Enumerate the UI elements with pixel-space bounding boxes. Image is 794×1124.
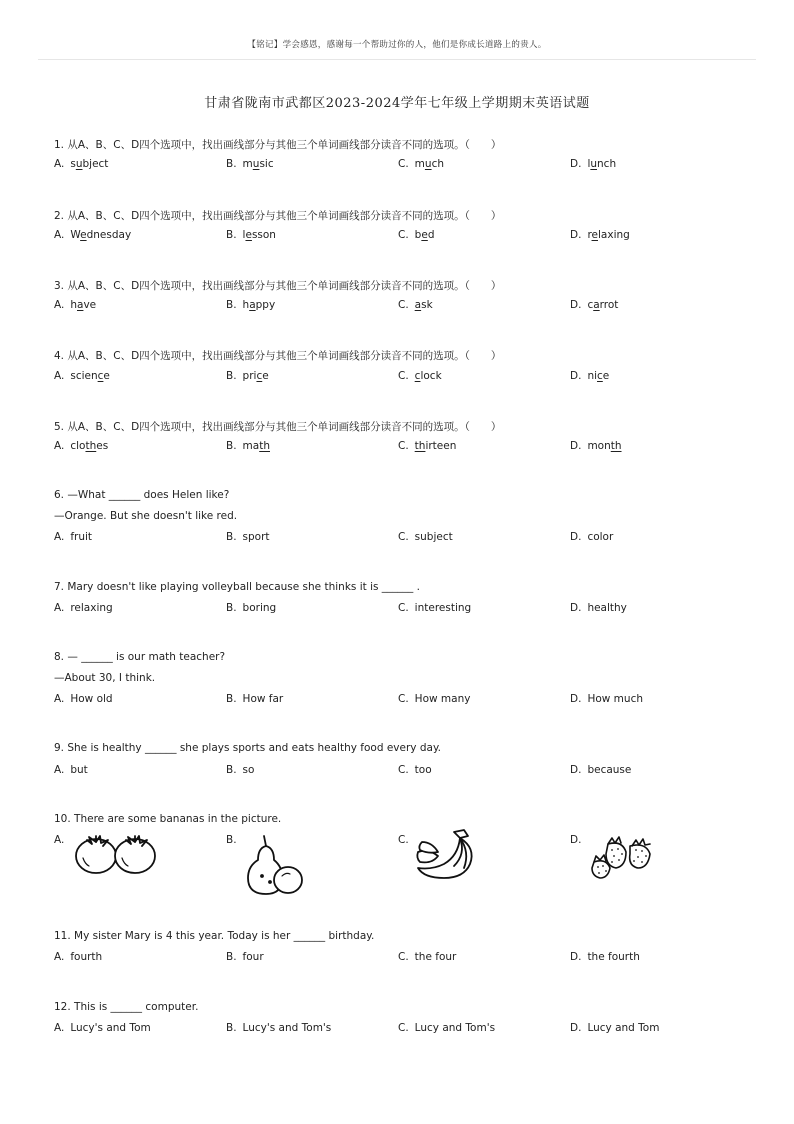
question-5-option-b[interactable]: B. math (226, 440, 270, 452)
question-6-stem: 6. —What ______ does Helen like? (54, 489, 230, 501)
question-7-option-c[interactable]: C. interesting (398, 602, 472, 614)
question-4-option-d[interactable]: D. nice (570, 370, 610, 382)
question-8-option-b[interactable]: B. How far (226, 693, 284, 705)
question-3-option-b[interactable]: B. happy (226, 299, 276, 311)
question-10-option-d[interactable]: D. (570, 834, 582, 846)
question-7-stem: 7. Mary doesn't like playing volleyball because she thinks it is ______ . (54, 581, 420, 593)
question-6-option-c[interactable]: C. subject (398, 531, 453, 543)
question-6-stem-reply: —Orange. But she doesn't like red. (54, 510, 238, 522)
question-7-option-d[interactable]: D. healthy (570, 602, 627, 614)
question-2-option-d[interactable]: D. relaxing (570, 229, 630, 241)
question-10-stem: 10. There are some bananas in the picture. (54, 813, 282, 825)
strawberries-icon[interactable] (588, 832, 662, 880)
question-12-stem: 12. This is ______ computer. (54, 1001, 199, 1013)
question-9-option-a[interactable]: A. but (54, 764, 88, 776)
question-3-option-a[interactable]: A. have (54, 299, 97, 311)
question-4-option-b[interactable]: B. price (226, 370, 269, 382)
question-8-option-d[interactable]: D. How much (570, 693, 643, 705)
question-1-option-b[interactable]: B. music (226, 158, 274, 170)
question-1-option-a[interactable]: A. subject (54, 158, 109, 170)
question-5-option-c[interactable]: C. thirteen (398, 440, 457, 452)
question-8-option-c[interactable]: C. How many (398, 693, 471, 705)
question-4-stem: 4. 从A、B、C、D四个选项中，找出画线部分与其他三个单词画线部分读音不同的选项。（ ） (54, 350, 502, 362)
question-11-option-c[interactable]: C. the four (398, 951, 457, 963)
question-12-option-d[interactable]: D. Lucy and Tom (570, 1022, 660, 1034)
question-5-stem: 5. 从A、B、C、D四个选项中，找出画线部分与其他三个单词画线部分读音不同的选项。（ ） (54, 421, 502, 433)
question-5-option-d[interactable]: D. month (570, 440, 622, 452)
question-12-option-a[interactable]: A. Lucy's and Tom (54, 1022, 151, 1034)
question-6-option-b[interactable]: B. sport (226, 531, 270, 543)
header-motto: 【铭记】学会感恩，感谢每一个帮助过你的人，他们是你成长道路上的贵人。 (247, 40, 547, 50)
question-11-option-a[interactable]: A. fourth (54, 951, 103, 963)
question-1-option-c[interactable]: C. much (398, 158, 444, 170)
question-6-option-a[interactable]: A. fruit (54, 531, 93, 543)
pears-icon[interactable] (242, 834, 306, 898)
question-10-option-a[interactable]: A. (54, 834, 65, 846)
question-5-option-a[interactable]: A. clothes (54, 440, 109, 452)
question-2-option-a[interactable]: A. Wednesday (54, 229, 132, 241)
question-2-option-c[interactable]: C. bed (398, 229, 435, 241)
question-2-option-b[interactable]: B. lesson (226, 229, 276, 241)
question-11-option-b[interactable]: B. four (226, 951, 264, 963)
question-12-option-b[interactable]: B. Lucy's and Tom's (226, 1022, 332, 1034)
bananas-icon[interactable] (414, 828, 480, 882)
question-6-option-d[interactable]: D. color (570, 531, 614, 543)
question-9-option-b[interactable]: B. so (226, 764, 255, 776)
question-1-option-d[interactable]: D. lunch (570, 158, 617, 170)
question-3-option-d[interactable]: D. carrot (570, 299, 619, 311)
question-4-option-c[interactable]: C. clock (398, 370, 442, 382)
tomatoes-icon[interactable] (73, 832, 159, 876)
question-10-option-b[interactable]: B. (226, 834, 237, 846)
question-2-stem: 2. 从A、B、C、D四个选项中，找出画线部分与其他三个单词画线部分读音不同的选项。（ ） (54, 210, 502, 222)
question-11-stem: 11. My sister Mary is 4 this year. Today is her ______ birthday. (54, 930, 375, 942)
question-3-stem: 3. 从A、B、C、D四个选项中，找出画线部分与其他三个单词画线部分读音不同的选项。（ ） (54, 280, 502, 292)
question-8-stem-reply: —About 30, I think. (54, 672, 156, 684)
question-9-stem: 9. She is healthy ______ she plays sports and eats healthy food every day. (54, 742, 441, 754)
question-3-option-c[interactable]: C. ask (398, 299, 433, 311)
question-12-option-c[interactable]: C. Lucy and Tom's (398, 1022, 496, 1034)
question-10-option-c[interactable]: C. (398, 834, 409, 846)
question-1-stem: 1. 从A、B、C、D四个选项中，找出画线部分与其他三个单词画线部分读音不同的选项。（ ） (54, 139, 502, 151)
header-divider (38, 59, 756, 60)
question-4-option-a[interactable]: A. science (54, 370, 110, 382)
question-9-option-c[interactable]: C. too (398, 764, 432, 776)
question-9-option-d[interactable]: D. because (570, 764, 632, 776)
question-8-option-a[interactable]: A. How old (54, 693, 113, 705)
question-8-stem: 8. — ______ is our math teacher? (54, 651, 226, 663)
page-title: 甘肃省陇南市武都区2023-2024学年七年级上学期期末英语试题 (204, 96, 590, 111)
question-7-option-b[interactable]: B. boring (226, 602, 277, 614)
question-11-option-d[interactable]: D. the fourth (570, 951, 640, 963)
question-7-option-a[interactable]: A. relaxing (54, 602, 113, 614)
